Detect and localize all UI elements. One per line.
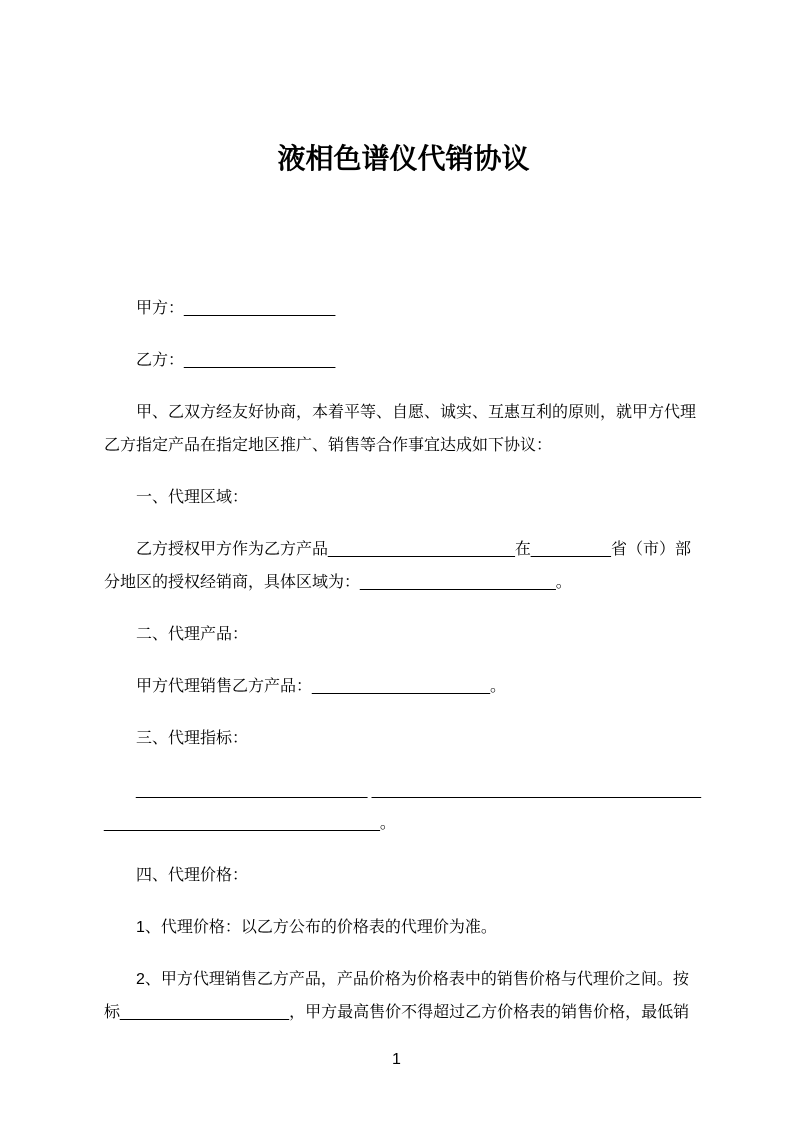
section-4-item-2: 2、甲方代理销售乙方产品，产品价格为价格表中的销售价格与代理价之间。按标___________________，甲方最高售价不得超过乙方价格表的销售价格，最低销 [104, 971, 690, 1021]
section-3-heading: 三、代理指标： [136, 730, 249, 747]
section-1-heading: 一、代理区域： [136, 489, 249, 506]
section-4-heading: 四、代理价格： [136, 867, 249, 884]
section-2-body: 甲方代理销售乙方产品：____________________。 [136, 678, 506, 695]
section-2-heading: 二、代理产品： [136, 626, 249, 643]
party-a-line: 甲方：_________________ [136, 300, 336, 317]
section-1-body: 乙方授权甲方作为乙方产品_____________________在_________省（市）部分地区的授权经销商，具体区域为：______________________。 [104, 541, 691, 591]
page-number: 1 [392, 1051, 401, 1068]
section-4-item-1: 1、代理价格：以乙方公布的价格表的代理价为准。 [136, 919, 497, 936]
preamble: 甲、乙双方经友好协商，本着平等、自愿、诚实、互惠互利的原则，就甲方代理乙方指定产品在指定地区推广、销售等合作事宜达成如下协议： [104, 404, 697, 454]
party-b-line: 乙方：_________________ [136, 352, 336, 369]
document-title: 液相色谱仪代销协议 [277, 143, 530, 174]
section-3-blank-line: __________________________ _____________________________________ _______________________________。 [104, 782, 702, 832]
